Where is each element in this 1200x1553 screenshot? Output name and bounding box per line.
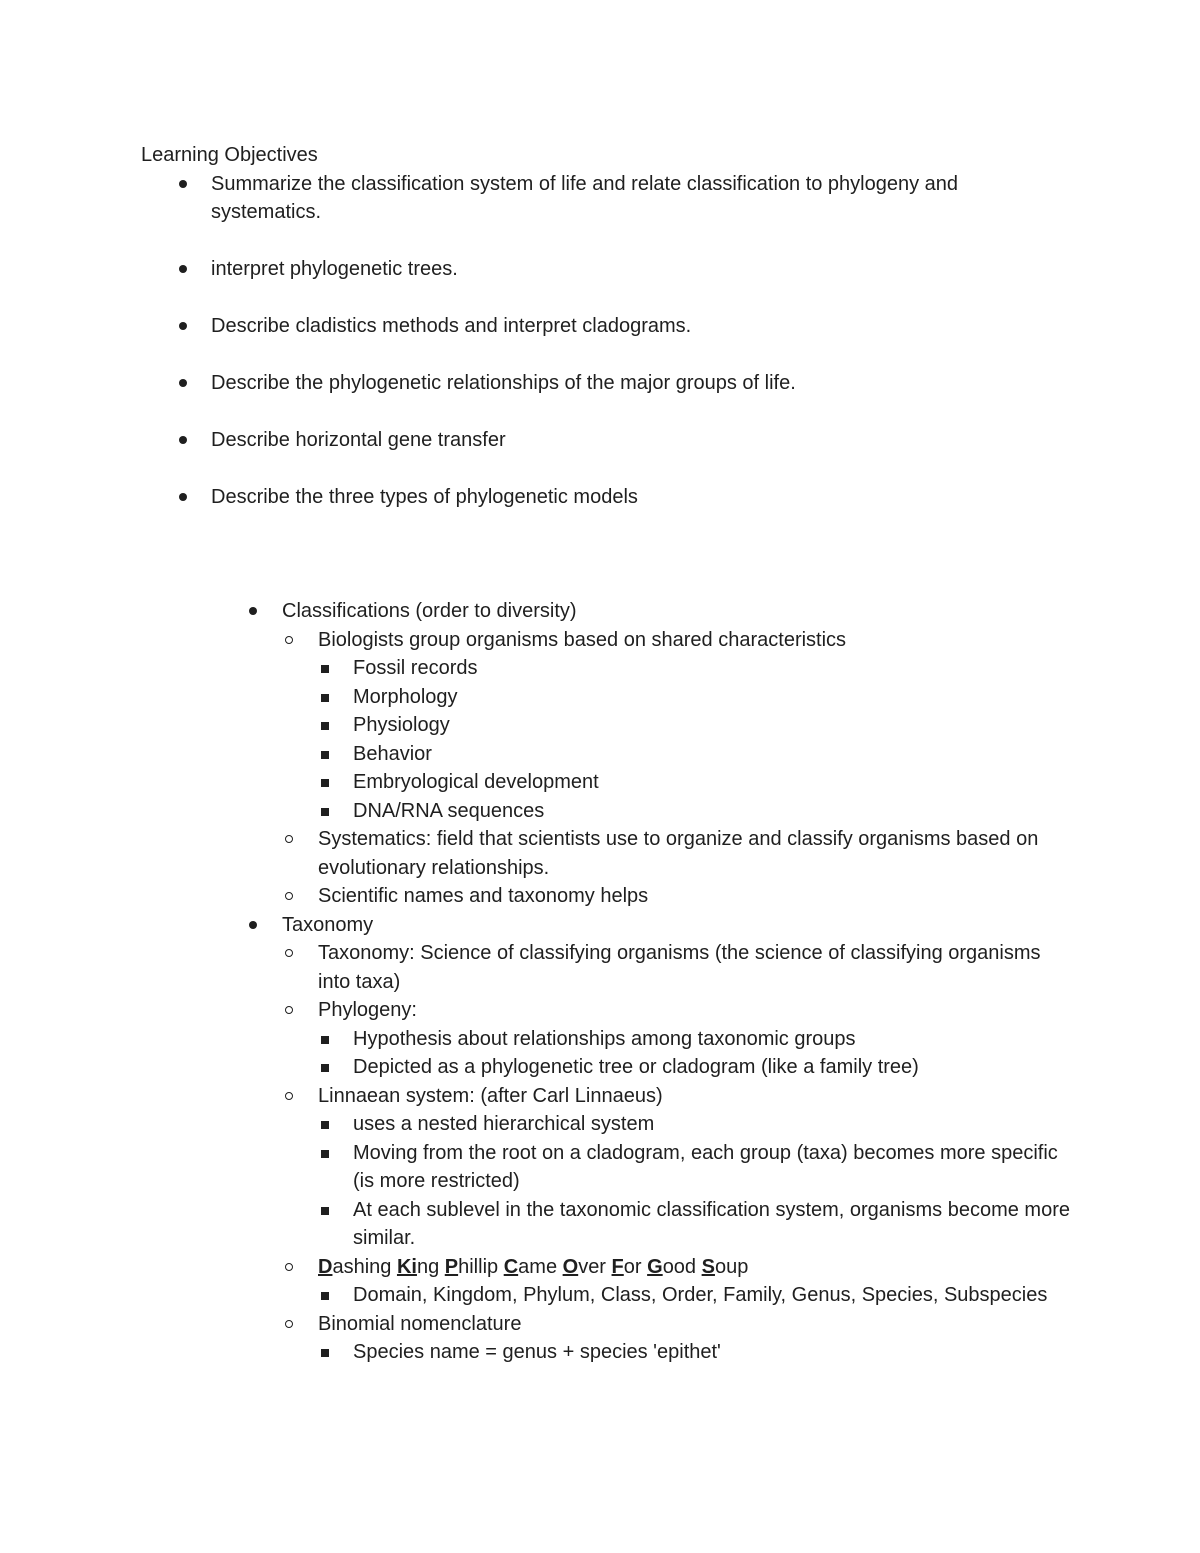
list-item: Describe cladistics methods and interpret cladograms. (176, 312, 1056, 340)
bullet-square-icon (321, 1150, 329, 1158)
bullet-disc-icon (179, 436, 187, 444)
bullet-circle-icon (285, 1263, 293, 1271)
list-item: At each sublevel in the taxonomic classification system, organisms become more similar. (318, 1196, 1076, 1253)
bullet-circle-icon (285, 1320, 293, 1328)
list-item: Taxonomy Taxonomy: Science of classifying organisms (the science of classifying organisms into taxa) Phylogeny: Hypothesis about relationships among taxonomic groups Depicted as a phylogenetic tree or cladogram (like a family tree) Linnaean system: (after Carl Linnaeus) uses a nested hierarchical system Moving from the root on a cladogram, each group (taxa) becomes more specific (is more restricted) At each sublevel in the taxonomic classification system, organisms become more similar. Dashing King Phillip Came Over For Good Soup Domain, Kingdom, Phylum, Class, Order, Family, Genus, Species, Subspecies Binomial nomenclature Species name = genus + species 'epithet' (246, 911, 1076, 1367)
notes-outline (246, 597, 1076, 1367)
list-item: Scientific names and taxonomy helps (282, 882, 1076, 911)
list-item: Species name = genus + species 'epithet' (318, 1338, 1076, 1367)
list-item: Biologists group organisms based on shared characteristics Fossil records Morphology Physiology Behavior Embryological development DNA/RNA sequences (282, 626, 1076, 826)
bullet-circle-icon (285, 949, 293, 957)
bullet-circle-icon (285, 892, 293, 900)
bullet-disc-icon (179, 265, 187, 273)
bullet-square-icon (321, 1036, 329, 1044)
bullet-square-icon (321, 779, 329, 787)
list-item: Depicted as a phylogenetic tree or cladogram (like a family tree) (318, 1053, 1076, 1082)
bullet-square-icon (321, 808, 329, 816)
bullet-circle-icon (285, 1006, 293, 1014)
list-item: Physiology (318, 711, 1076, 740)
bullet-square-icon (321, 1121, 329, 1129)
bullet-circle-icon (285, 1092, 293, 1100)
bullet-circle-icon (285, 636, 293, 644)
bullet-square-icon (321, 1349, 329, 1357)
list-item: interpret phylogenetic trees. (176, 255, 1056, 283)
list-item: Systematics: field that scientists use to organize and classify organisms based on evolutionary relationships. (282, 825, 1076, 882)
bullet-square-icon (321, 722, 329, 730)
list-item: Describe horizontal gene transfer (176, 426, 1056, 454)
list-item: Behavior (318, 740, 1076, 769)
bullet-disc-icon (179, 322, 187, 330)
bullet-square-icon (321, 694, 329, 702)
bullet-square-icon (321, 1207, 329, 1215)
mnemonic-item (282, 1253, 1076, 1310)
bullet-disc-icon (179, 180, 187, 188)
bullet-square-icon (321, 1064, 329, 1072)
page-title: Learning Objectives (141, 144, 318, 166)
bullet-circle-icon (285, 835, 293, 843)
mnemonic-text: Dashing King Phillip Came Over For Good Soup (318, 1255, 749, 1278)
bullet-square-icon (321, 751, 329, 759)
list-item: Phylogeny: Hypothesis about relationships among taxonomic groups Depicted as a phylogenetic tree or cladogram (like a family tree) (282, 996, 1076, 1082)
bullet-disc-icon (179, 493, 187, 501)
list-item: Moving from the root on a cladogram, each group (taxa) becomes more specific (is more restricted) (318, 1139, 1076, 1196)
bullet-disc-icon (179, 379, 187, 387)
list-item: Fossil records (318, 654, 1076, 683)
list-item: Embryological development (318, 768, 1076, 797)
list-item: Morphology (318, 683, 1076, 712)
list-item: Classifications (order to diversity) Biologists group organisms based on shared characteristics Fossil records Morphology Physiology Behavior Embryological development DNA/RNA sequences Systematics: field that scientists use to organize and classify organisms based on evolutionary relationships. Scientific names and taxonomy helps (246, 597, 1076, 911)
bullet-disc-icon (249, 607, 257, 615)
bullet-square-icon (321, 665, 329, 673)
list-item: Summarize the classification system of life and relate classification to phylogeny and systematics. (176, 170, 1056, 227)
bullet-disc-icon (249, 921, 257, 929)
bullet-square-icon (321, 1292, 329, 1300)
list-item: Describe the three types of phylogenetic models (176, 483, 1056, 511)
list-item: Hypothesis about relationships among taxonomic groups (318, 1025, 1076, 1054)
objectives-list (176, 170, 1056, 512)
list-item: Linnaean system: (after Carl Linnaeus) uses a nested hierarchical system Moving from the root on a cladogram, each group (taxa) becomes more specific (is more restricted) At each sublevel in the taxonomic classification system, organisms become more similar. (282, 1082, 1076, 1253)
list-item: Domain, Kingdom, Phylum, Class, Order, Family, Genus, Species, Subspecies (318, 1281, 1076, 1310)
list-item: DNA/RNA sequences (318, 797, 1076, 826)
list-item: uses a nested hierarchical system (318, 1110, 1076, 1139)
list-item: Taxonomy: Science of classifying organisms (the science of classifying organisms into taxa) (282, 939, 1076, 996)
list-item: Describe the phylogenetic relationships of the major groups of life. (176, 369, 1056, 397)
list-item: Binomial nomenclature Species name = genus + species 'epithet' (282, 1310, 1076, 1367)
